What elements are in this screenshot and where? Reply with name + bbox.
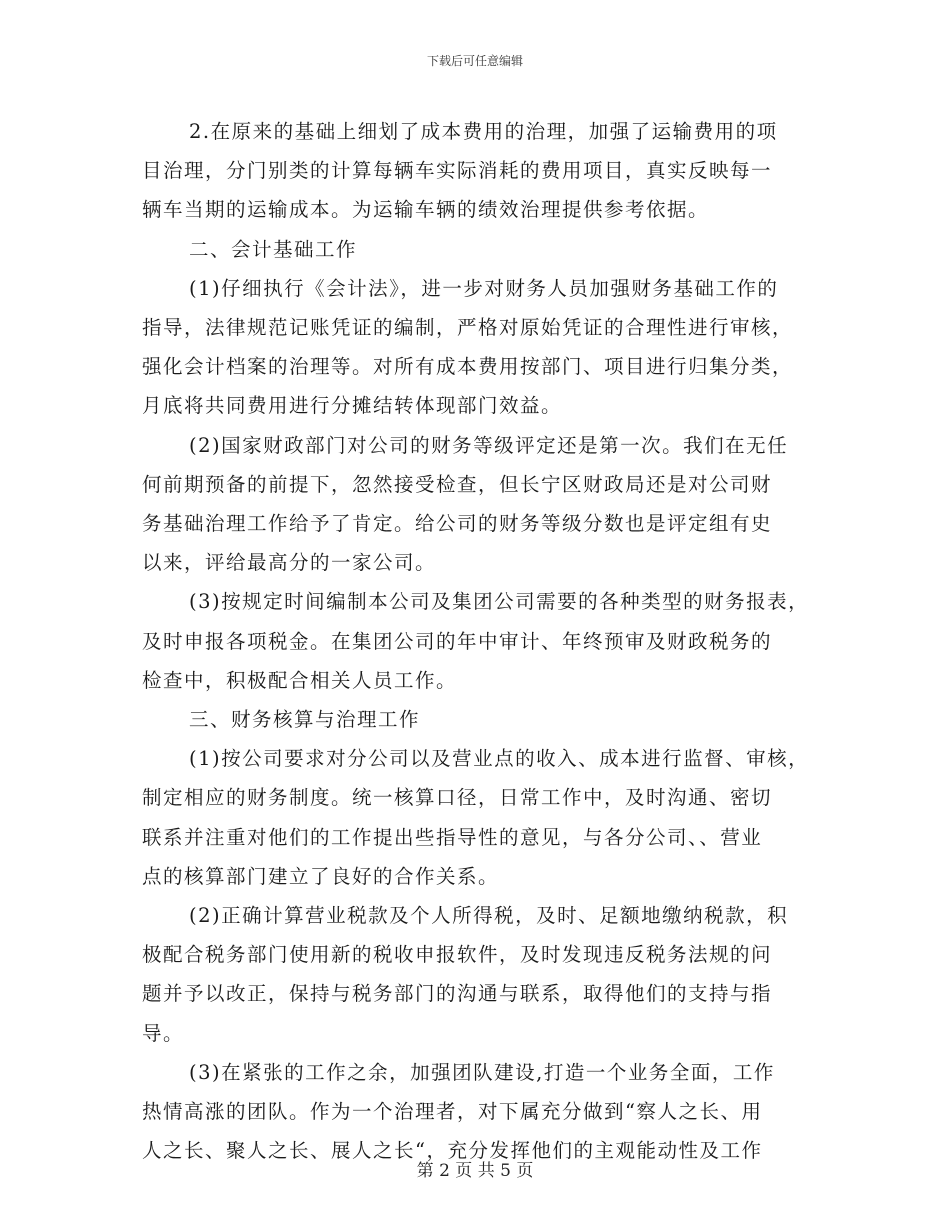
text-line: 何前期预备的前提下，忽然接受检查，但长宁区财政局还是对公司财 — [142, 472, 773, 496]
document-body — [142, 112, 814, 1170]
text-line: 检查中，积极配合相关人员工作。 — [142, 668, 458, 692]
text-line: 热情高涨的团队。作为一个治理者，对下属充分做到“察人之长、用 — [142, 1100, 763, 1124]
paragraph — [142, 269, 814, 426]
text-line: 指导，法律规范记账凭证的编制，严格对原始凭证的合理性进行审核， — [142, 316, 794, 340]
text-line: (2)正确计算营业税款及个人所得税，及时、足额地缴纳税款，积 — [189, 904, 789, 928]
paragraph — [142, 1053, 814, 1171]
text-line: 月底将共同费用进行分摊结转体现部门效益。 — [142, 394, 563, 418]
text-line: 目治理，分门别类的计算每辆车实际消耗的费用项目，真实反映每一 — [142, 159, 773, 183]
text-line: 务基础治理工作给予了肯定。给公司的财务等级分数也是评定组有史 — [142, 512, 773, 536]
text-line: 以来，评给最高分的一家公司。 — [142, 551, 437, 575]
text-line: 极配合税务部门使用新的税收申报软件，及时发现违反税务法规的问 — [142, 943, 773, 967]
paragraph — [142, 230, 814, 269]
text-line: 题并予以改正，保持与税务部门的沟通与联系，取得他们的支持与指 — [142, 982, 773, 1006]
text-line: (3)在紧张的工作之余，加强团队建设,打造一个业务全面，工作 — [189, 1060, 775, 1084]
text-line: 制定相应的财务制度。统一核算口径，日常工作中，及时沟通、密切 — [142, 786, 773, 810]
text-line: 人之长、聚人之长、展人之长“，充分发挥他们的主观能动性及工作 — [142, 1139, 763, 1163]
text-line: (2)国家财政部门对公司的财务等级评定还是第一次。我们在无任 — [189, 433, 789, 457]
paragraph — [142, 582, 814, 700]
text-line: 辆车当期的运输成本。为运输车辆的绩效治理提供参考依据。 — [142, 198, 710, 222]
paragraph — [142, 112, 814, 230]
text-line: (1)按公司要求对分公司以及营业点的收入、成本进行监督、审核， — [189, 747, 810, 771]
text-line: 点的核算部门建立了良好的合作关系。 — [142, 864, 500, 888]
page-header: 下载后可任意编辑 — [426, 54, 523, 68]
text-line: 强化会计档案的治理等。对所有成本费用按部门、项目进行归集分类， — [142, 355, 794, 379]
text-line: 2.在原来的基础上细划了成本费用的治理，加强了运输费用的项 — [189, 120, 778, 143]
text-line: (3)按规定时间编制本公司及集团公司需要的各种类型的财务报表， — [189, 590, 810, 614]
text-line: 及时申报各项税金。在集团公司的年中审计、年终预审及财政税务的 — [142, 629, 773, 653]
text-line: 导。 — [142, 1021, 185, 1045]
text-line: 三、财务核算与治理工作 — [189, 708, 421, 732]
paragraph — [142, 700, 814, 739]
page-footer: 第 2 页 共 5 页 — [416, 1161, 534, 1181]
text-line: 联系并注重对他们的工作提出些指导性的意见，与各分公司、、营业 — [142, 825, 763, 849]
paragraph — [142, 739, 814, 896]
paragraph — [142, 896, 814, 1053]
text-line: (1)仔细执行《会计法》，进一步对财务人员加强财务基础工作的 — [189, 276, 779, 300]
text-line: 二、会计基础工作 — [189, 237, 358, 261]
paragraph — [142, 426, 814, 583]
